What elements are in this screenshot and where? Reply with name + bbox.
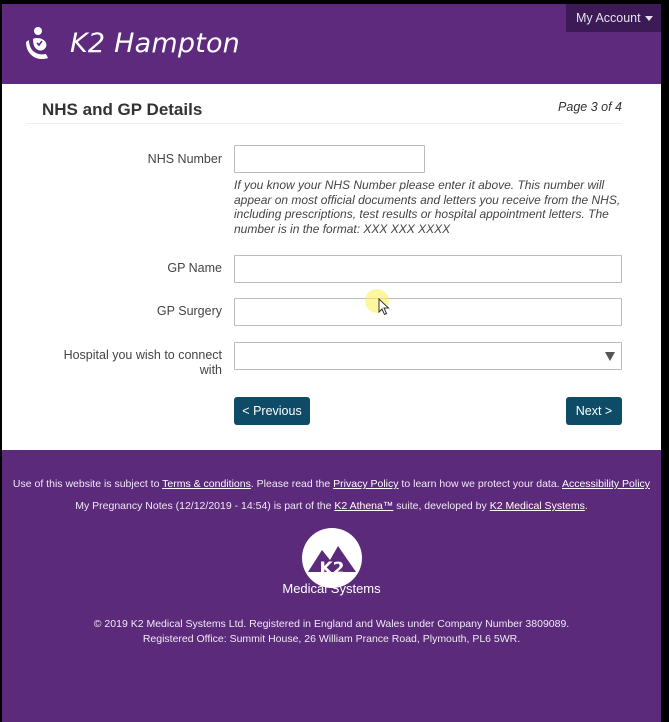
hospital-label-line2: with (199, 363, 222, 377)
registered-office-line: Registered Office: Summit House, 26 William Prance Road, Plymouth, PL6 5WR. (142, 633, 521, 645)
site-header (2, 4, 661, 84)
footer-text: . (584, 500, 588, 512)
brand-title[interactable]: K2 Hampton (70, 28, 240, 59)
footer-version-line (2, 500, 661, 512)
footer-text: Use of this website is subject to (12, 478, 163, 490)
gp-surgery-input[interactable] (234, 298, 622, 326)
panel-header (26, 84, 622, 124)
footer-legal-line (2, 478, 661, 490)
copyright-line: © 2019 K2 Medical Systems Ltd. Registered in England and Wales under Company Number 3809089. (93, 618, 570, 630)
hospital-label (64, 348, 222, 378)
k2-logo-text: K2 (319, 559, 345, 579)
page-indicator: Page 3 of 4 (558, 100, 622, 114)
k2-medical-systems-link[interactable]: K2 Medical Systems (489, 500, 585, 512)
mouse-pointer-icon (378, 298, 390, 316)
hospital-label-line1: Hospital you wish to connect (63, 348, 222, 362)
mother-baby-icon (24, 26, 52, 62)
footer-text: to learn how we protect your data. (398, 478, 562, 490)
k2-logo-caption: Medical Systems (282, 581, 381, 596)
gp-name-label: GP Name (167, 261, 222, 275)
site-footer (2, 450, 661, 722)
privacy-policy-link[interactable]: Privacy Policy (333, 478, 399, 490)
my-account-label: My Account (576, 11, 641, 25)
my-account-menu[interactable] (566, 4, 661, 32)
chevron-down-icon (605, 352, 615, 361)
caret-down-icon (645, 16, 653, 21)
accessibility-policy-link[interactable]: Accessibility Policy (561, 478, 651, 490)
footer-text: suite, developed by (393, 500, 490, 512)
nhs-number-label: NHS Number (147, 152, 222, 166)
nhs-number-help: If you know your NHS Number please enter it above. This number will appear on most official documents and letters you receive from the NHS, including prescriptions, test results or hospital appointment letters. The number is in the format: XXX XXX XXXX (234, 178, 621, 236)
browser-viewport (2, 4, 661, 722)
hospital-select[interactable] (234, 342, 622, 370)
page-title: NHS and GP Details (42, 100, 203, 119)
footer-text: . Please read the (250, 478, 334, 490)
nhs-number-input[interactable] (234, 145, 425, 173)
gp-surgery-label: GP Surgery (156, 304, 222, 318)
footer-text: My Pregnancy Notes (12/12/2019 - 14:54) is part of the (75, 500, 335, 512)
k2-athena-link[interactable]: K2 Athena™ (334, 500, 394, 512)
previous-button[interactable]: < Previous (234, 397, 310, 425)
gp-name-input[interactable] (234, 255, 622, 283)
terms-link[interactable]: Terms & conditions (162, 478, 251, 490)
next-button[interactable]: Next > (566, 397, 622, 425)
